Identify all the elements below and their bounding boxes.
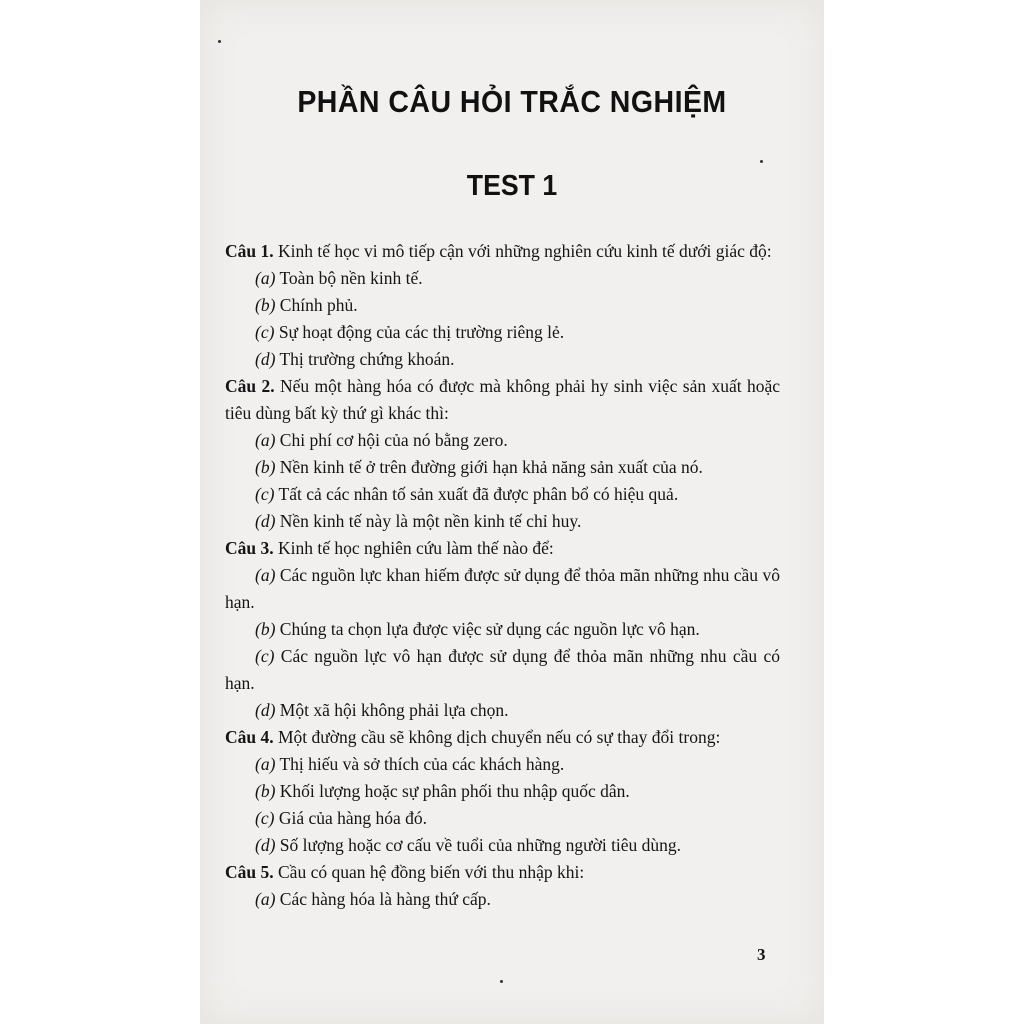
option-text: Một xã hội không phải lựa chọn.	[279, 700, 509, 720]
question-label: Câu 4.	[225, 727, 274, 747]
option-text: Sự hoạt động của các thị trường riêng lẻ.	[278, 322, 565, 342]
question-label: Câu 1.	[225, 241, 274, 261]
option-text: Giá của hàng hóa đó.	[278, 808, 428, 828]
answer-option	[225, 886, 780, 913]
page-title: PHẦN CÂU HỎI TRẮC NGHIỆM	[297, 84, 727, 119]
option-text: Thị hiếu và sở thích của các khách hàng.	[279, 754, 565, 774]
question-text: Nếu một hàng hóa có được mà không phải hy sinh việc sản xuất hoặc tiêu dùng bất kỳ thứ gì khác thì:	[225, 376, 780, 423]
answer-option	[225, 508, 780, 535]
option-letter: (d)	[255, 700, 276, 720]
question-3	[225, 535, 780, 724]
option-text: Số lượng hoặc cơ cấu về tuổi của những người tiêu dùng.	[279, 835, 682, 855]
option-text: Thị trường chứng khoán.	[279, 349, 455, 369]
option-letter: (b)	[255, 619, 276, 639]
ink-speck	[218, 40, 221, 43]
answer-option	[225, 643, 780, 697]
question-2	[225, 373, 780, 535]
option-letter: (d)	[255, 349, 276, 369]
question-text: Cầu có quan hệ đồng biến với thu nhập khi:	[278, 862, 585, 882]
question-stem	[225, 859, 780, 886]
answer-option	[225, 805, 780, 832]
option-letter: (c)	[255, 808, 275, 828]
option-text: Các nguồn lực khan hiếm được sử dụng để thỏa mãn những nhu cầu vô hạn.	[225, 565, 780, 612]
ink-speck	[760, 160, 763, 163]
option-text: Chúng ta chọn lựa được việc sử dụng các nguồn lực vô hạn.	[279, 619, 700, 639]
option-text: Tất cả các nhân tố sản xuất đã được phân bổ có hiệu quả.	[278, 484, 679, 504]
question-5	[225, 859, 780, 913]
question-text: Kinh tế học nghiên cứu làm thế nào để:	[278, 538, 554, 558]
answer-option	[225, 832, 780, 859]
answer-option	[225, 778, 780, 805]
option-text: Chính phủ.	[279, 295, 358, 315]
answer-option	[225, 751, 780, 778]
answer-option	[225, 481, 780, 508]
answer-option	[225, 292, 780, 319]
question-1	[225, 238, 780, 373]
question-label: Câu 5.	[225, 862, 274, 882]
option-letter: (d)	[255, 511, 276, 531]
option-letter: (a)	[255, 268, 276, 288]
option-letter: (c)	[255, 484, 275, 504]
option-letter: (a)	[255, 565, 276, 585]
answer-option	[225, 319, 780, 346]
option-text: Các hàng hóa là hàng thứ cấp.	[279, 889, 491, 909]
question-stem	[225, 724, 780, 751]
page-number: 3	[757, 945, 766, 964]
answer-option	[225, 697, 780, 724]
option-letter: (d)	[255, 835, 276, 855]
option-letter: (b)	[255, 295, 276, 315]
option-letter: (c)	[255, 322, 275, 342]
answer-option	[225, 265, 780, 292]
option-text: Toàn bộ nền kinh tế.	[279, 268, 423, 288]
question-label: Câu 2.	[225, 376, 275, 396]
option-letter: (b)	[255, 781, 276, 801]
question-text: Một đường cầu sẽ không dịch chuyển nếu có sự thay đổi trong:	[278, 727, 721, 747]
question-stem	[225, 373, 780, 427]
option-letter: (a)	[255, 430, 276, 450]
option-letter: (c)	[255, 646, 275, 666]
question-stem	[225, 238, 780, 265]
option-letter: (a)	[255, 754, 276, 774]
question-4	[225, 724, 780, 859]
option-text: Khối lượng hoặc sự phân phối thu nhập quốc dân.	[279, 781, 630, 801]
option-text: Các nguồn lực vô hạn được sử dụng để thỏa mãn những nhu cầu có hạn.	[225, 646, 781, 693]
question-list	[225, 238, 780, 913]
question-label: Câu 3.	[225, 538, 274, 558]
option-text: Nền kinh tế ở trên đường giới hạn khả năng sản xuất của nó.	[279, 457, 703, 477]
answer-option	[225, 346, 780, 373]
answer-option	[225, 616, 780, 643]
option-text: Nền kinh tế này là một nền kinh tế chỉ huy.	[279, 511, 582, 531]
answer-option	[225, 562, 780, 616]
option-letter: (b)	[255, 457, 276, 477]
option-text: Chi phí cơ hội của nó bằng zero.	[279, 430, 508, 450]
question-text: Kinh tế học vi mô tiếp cận với những nghiên cứu kinh tế dưới giác độ:	[278, 241, 772, 261]
answer-option	[225, 454, 780, 481]
option-letter: (a)	[255, 889, 276, 909]
answer-option	[225, 427, 780, 454]
ink-speck	[500, 980, 503, 983]
test-title: TEST 1	[466, 170, 558, 202]
question-stem	[225, 535, 780, 562]
